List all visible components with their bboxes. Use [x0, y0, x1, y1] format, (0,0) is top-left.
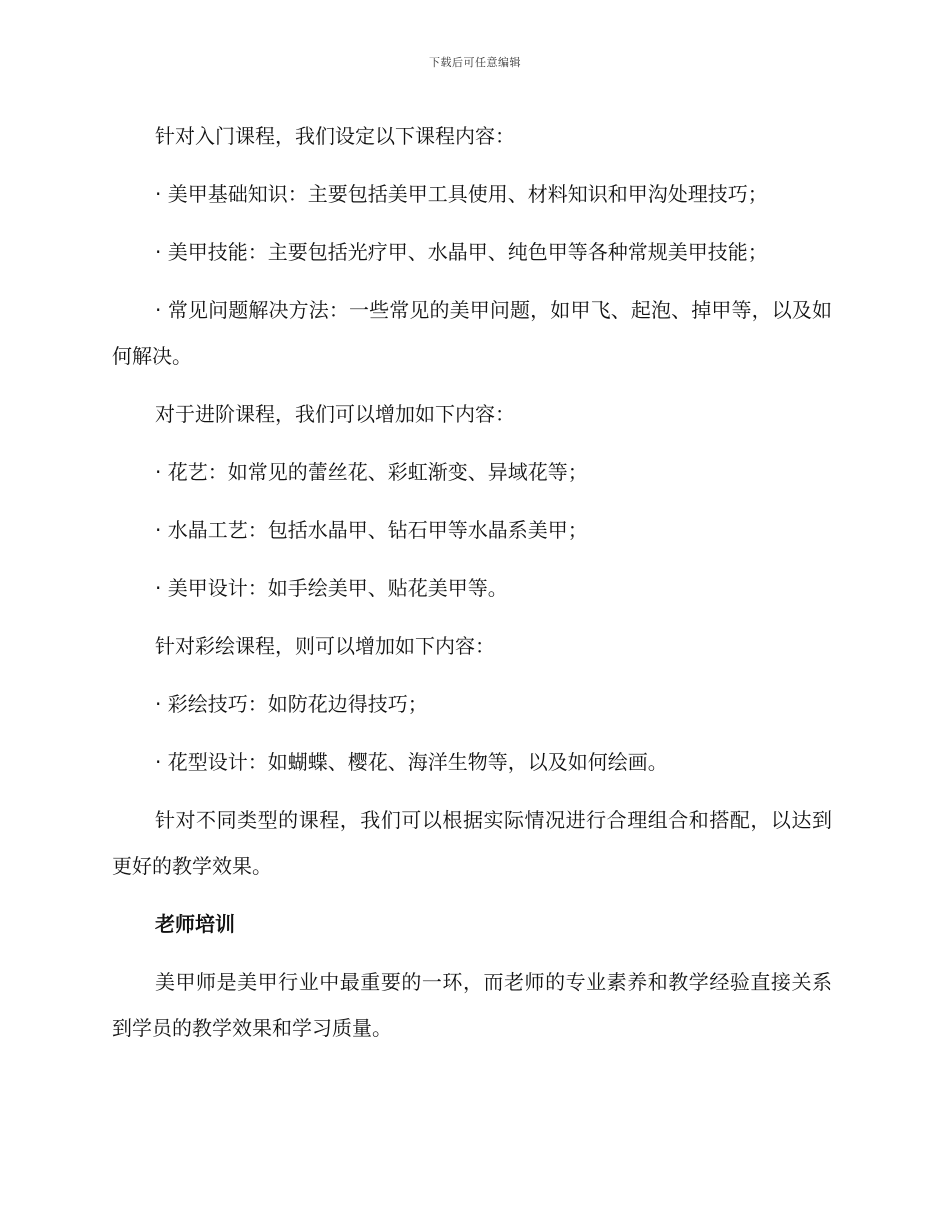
- list-item: · 美甲技能：主要包括光疗甲、水晶甲、纯色甲等各种常规美甲技能；: [155, 240, 768, 264]
- paragraph-intro-painting: 针对彩绘课程，则可以增加如下内容：: [155, 634, 495, 658]
- list-item: · 彩绘技巧：如防花边得技巧；: [155, 692, 428, 716]
- paragraph-summary: 针对不同类型的课程，我们可以根据实际情况进行合理组合和搭配，以达到更好的教学效果。: [112, 808, 832, 878]
- paragraph-intro-advanced: 对于进阶课程，我们可以增加如下内容：: [155, 402, 515, 426]
- paragraph-teacher: 美甲师是美甲行业中最重要的一环，而老师的专业素养和教学经验直接关系到学员的教学效果和学习质量。: [112, 970, 832, 1040]
- list-item: · 水晶工艺：包括水晶甲、钻石甲等水晶系美甲；: [155, 518, 588, 542]
- list-item: · 花型设计：如蝴蝶、樱花、海洋生物等，以及如何绘画。: [155, 750, 668, 774]
- list-item: · 美甲设计：如手绘美甲、贴花美甲等。: [155, 576, 508, 600]
- list-item: · 花艺：如常见的蕾丝花、彩虹渐变、异域花等；: [155, 460, 588, 484]
- page-header: 下载后可任意编辑: [429, 56, 521, 69]
- list-item: · 常见问题解决方法：一些常见的美甲问题，如甲飞、起泡、掉甲等，以及如何解决。: [112, 298, 832, 368]
- paragraph-intro-beginner: 针对入门课程，我们设定以下课程内容：: [155, 124, 515, 148]
- document-body: [112, 113, 832, 1063]
- list-item: · 美甲基础知识：主要包括美甲工具使用、材料知识和甲沟处理技巧；: [155, 182, 768, 206]
- section-heading: 老师培训: [155, 912, 235, 936]
